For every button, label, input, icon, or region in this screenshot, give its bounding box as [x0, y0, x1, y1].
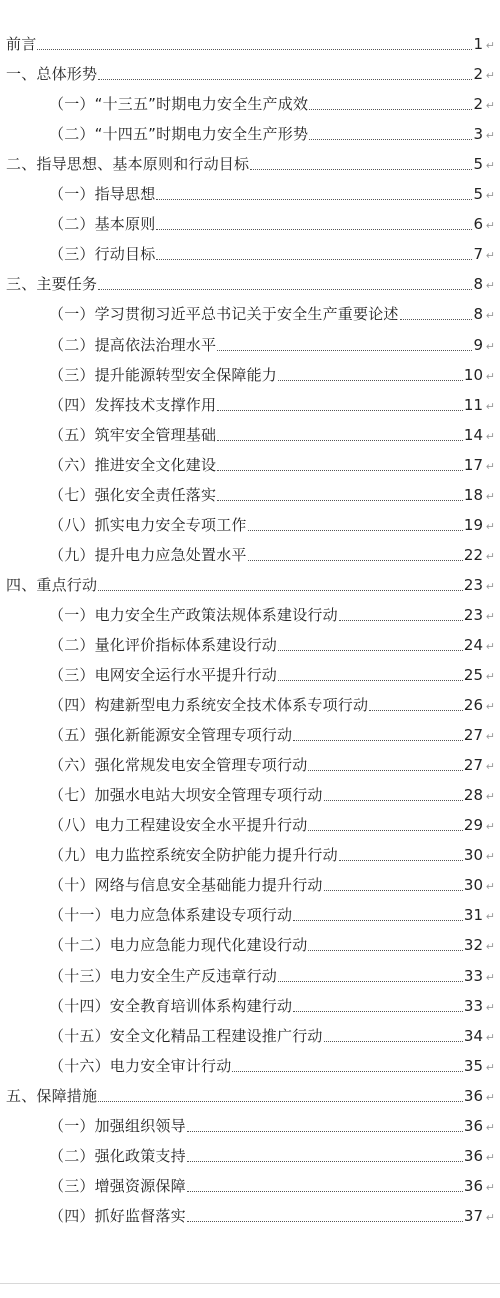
paragraph-mark-icon: ↵ — [485, 970, 495, 984]
dot-leader — [217, 349, 472, 351]
toc-entry-title: （二）量化评价指标体系建设行动 — [49, 635, 278, 654]
toc-section-entry[interactable] — [0, 628, 500, 658]
toc-chapter-entry[interactable] — [0, 57, 500, 87]
toc-entry-page-number: 5 — [473, 155, 483, 174]
paragraph-mark-icon: ↵ — [485, 39, 495, 53]
toc-entry-title: （八）电力工程建设安全水平提升行动 — [49, 816, 308, 835]
toc-entry-title: （四）构建新型电力系统安全技术体系专项行动 — [49, 696, 369, 715]
toc-entry-page-number: 11 — [463, 395, 483, 414]
dot-leader — [308, 769, 463, 771]
dot-leader — [156, 258, 472, 260]
dot-leader — [324, 1040, 463, 1042]
paragraph-mark-icon: ↵ — [485, 850, 495, 864]
toc-section-entry[interactable] — [0, 989, 500, 1019]
dot-leader — [278, 379, 463, 381]
toc-section-entry[interactable] — [0, 237, 500, 267]
toc-entry-page-number: 35 — [463, 1056, 483, 1075]
toc-entry-title: （五）强化新能源安全管理专项行动 — [49, 726, 293, 745]
toc-entry-page-number: 8 — [473, 305, 483, 324]
toc-chapter-entry[interactable] — [0, 1079, 500, 1109]
dot-leader — [308, 949, 463, 951]
toc-entry-title: （六）推进安全文化建设 — [49, 455, 217, 474]
paragraph-mark-icon: ↵ — [485, 700, 495, 714]
toc-entry-title: （十五）安全文化精品工程建设推广行动 — [49, 1026, 323, 1045]
toc-entry-title: （三）增强资源保障 — [49, 1176, 186, 1195]
toc-entry-page-number: 30 — [463, 846, 483, 865]
paragraph-mark-icon: ↵ — [485, 820, 495, 834]
toc-section-entry[interactable] — [0, 1199, 500, 1229]
page-bottom-divider — [0, 1283, 500, 1284]
toc-entry-title: （十二）电力应急能力现代化建设行动 — [49, 936, 308, 955]
dot-leader — [293, 1010, 463, 1012]
paragraph-mark-icon: ↵ — [485, 129, 495, 143]
toc-entry-page-number: 17 — [463, 455, 483, 474]
toc-entry-title: 四、重点行动 — [6, 575, 98, 594]
toc-section-entry[interactable] — [0, 1169, 500, 1199]
toc-entry-title: （二）基本原则 — [49, 215, 156, 234]
dot-leader — [98, 288, 472, 290]
toc-entry-page-number: 37 — [463, 1206, 483, 1225]
toc-entry-page-number: 14 — [463, 425, 483, 444]
paragraph-mark-icon: ↵ — [485, 219, 495, 233]
toc-entry-page-number: 36 — [463, 1086, 483, 1105]
toc-section-entry[interactable] — [0, 87, 500, 117]
dot-leader — [293, 739, 463, 741]
dot-leader — [248, 559, 463, 561]
paragraph-mark-icon: ↵ — [485, 760, 495, 774]
paragraph-mark-icon: ↵ — [485, 99, 495, 113]
paragraph-mark-icon: ↵ — [485, 399, 495, 413]
toc-entry-title: （一）加强组织领导 — [49, 1116, 186, 1135]
paragraph-mark-icon: ↵ — [485, 910, 495, 924]
dot-leader — [309, 138, 472, 140]
toc-entry-page-number: 24 — [463, 635, 483, 654]
paragraph-mark-icon: ↵ — [485, 1000, 495, 1014]
toc-entry-page-number: 36 — [463, 1146, 483, 1165]
table-of-contents — [0, 27, 500, 1229]
paragraph-mark-icon: ↵ — [485, 339, 495, 353]
paragraph-mark-icon: ↵ — [485, 489, 495, 503]
toc-entry-page-number: 5 — [473, 185, 483, 204]
toc-entry-title: （十一）电力应急体系建设专项行动 — [49, 906, 293, 925]
toc-entry-title: （三）提升能源转型安全保障能力 — [49, 365, 278, 384]
paragraph-mark-icon: ↵ — [485, 279, 495, 293]
toc-entry-page-number: 3 — [473, 125, 483, 144]
toc-section-entry[interactable] — [0, 838, 500, 868]
toc-section-entry[interactable] — [0, 418, 500, 448]
toc-entry-title: （三）行动目标 — [49, 245, 156, 264]
dot-leader — [278, 679, 463, 681]
toc-entry-page-number: 23 — [463, 575, 483, 594]
toc-entry-page-number: 27 — [463, 726, 483, 745]
toc-entry-title: （九）电力监控系统安全防护能力提升行动 — [49, 846, 338, 865]
toc-entry-title: （三）电网安全运行水平提升行动 — [49, 666, 278, 685]
toc-entry-page-number: 31 — [463, 906, 483, 925]
paragraph-mark-icon: ↵ — [485, 309, 495, 323]
toc-entry-title: （七）加强水电站大坝安全管理专项行动 — [49, 786, 323, 805]
toc-entry-title: （五）筑牢安全管理基础 — [49, 425, 217, 444]
toc-section-entry[interactable] — [0, 958, 500, 988]
toc-section-entry[interactable] — [0, 1109, 500, 1139]
toc-entry-title: （九）提升电力应急处置水平 — [49, 545, 247, 564]
paragraph-mark-icon: ↵ — [485, 639, 495, 653]
dot-leader — [187, 1220, 463, 1222]
toc-entry-page-number: 10 — [463, 365, 483, 384]
dot-leader — [248, 529, 463, 531]
toc-entry-page-number: 34 — [463, 1026, 483, 1045]
toc-section-entry[interactable] — [0, 1139, 500, 1169]
toc-entry-page-number: 2 — [473, 65, 483, 84]
paragraph-mark-icon: ↵ — [485, 1150, 495, 1164]
toc-entry-title: （六）强化常规发电安全管理专项行动 — [49, 756, 308, 775]
toc-section-entry[interactable] — [0, 748, 500, 778]
toc-entry-title: 前言 — [6, 35, 37, 54]
toc-entry-page-number: 32 — [463, 936, 483, 955]
toc-entry-page-number: 33 — [463, 996, 483, 1015]
paragraph-mark-icon: ↵ — [485, 519, 495, 533]
toc-section-entry[interactable] — [0, 388, 500, 418]
dot-leader — [187, 1190, 463, 1192]
toc-chapter-entry[interactable] — [0, 147, 500, 177]
dot-leader — [156, 228, 472, 230]
toc-section-entry[interactable] — [0, 598, 500, 628]
dot-leader — [324, 889, 463, 891]
dot-leader — [309, 108, 472, 110]
toc-section-entry[interactable] — [0, 898, 500, 928]
dot-leader — [293, 919, 463, 921]
paragraph-mark-icon: ↵ — [485, 670, 495, 684]
paragraph-mark-icon: ↵ — [485, 159, 495, 173]
paragraph-mark-icon: ↵ — [485, 249, 495, 263]
toc-entry-page-number: 19 — [463, 515, 483, 534]
toc-entry-title: （四）抓好监督落实 — [49, 1206, 186, 1225]
dot-leader — [187, 1160, 463, 1162]
toc-entry-page-number: 9 — [473, 335, 483, 354]
dot-leader — [98, 1100, 463, 1102]
paragraph-mark-icon: ↵ — [485, 1030, 495, 1044]
dot-leader — [156, 198, 472, 200]
toc-section-entry[interactable] — [0, 808, 500, 838]
paragraph-mark-icon: ↵ — [485, 579, 495, 593]
paragraph-mark-icon: ↵ — [485, 880, 495, 894]
paragraph-mark-icon: ↵ — [485, 940, 495, 954]
toc-entry-page-number: 8 — [473, 275, 483, 294]
toc-entry-title: （二）“十四五”时期电力安全生产形势 — [49, 125, 309, 144]
dot-leader — [217, 409, 463, 411]
toc-section-entry[interactable] — [0, 508, 500, 538]
toc-entry-title: （十六）电力安全审计行动 — [49, 1056, 232, 1075]
toc-entry-page-number: 36 — [463, 1116, 483, 1135]
paragraph-mark-icon: ↵ — [485, 730, 495, 744]
toc-section-entry[interactable] — [0, 538, 500, 568]
toc-entry-page-number: 22 — [463, 545, 483, 564]
dot-leader — [308, 829, 463, 831]
paragraph-mark-icon: ↵ — [485, 1180, 495, 1194]
toc-section-entry[interactable] — [0, 778, 500, 808]
dot-leader — [187, 1130, 463, 1132]
toc-section-entry[interactable] — [0, 117, 500, 147]
toc-chapter-entry[interactable] — [0, 267, 500, 297]
toc-entry-page-number: 23 — [463, 605, 483, 624]
toc-section-entry[interactable] — [0, 358, 500, 388]
paragraph-mark-icon: ↵ — [485, 1120, 495, 1134]
toc-entry-title: （十三）电力安全生产反违章行动 — [49, 966, 278, 985]
dot-leader — [324, 799, 463, 801]
toc-entry-page-number: 36 — [463, 1176, 483, 1195]
paragraph-mark-icon: ↵ — [485, 790, 495, 804]
toc-section-entry[interactable] — [0, 658, 500, 688]
toc-entry-title: （八）抓实电力安全专项工作 — [49, 515, 247, 534]
paragraph-mark-icon: ↵ — [485, 609, 495, 623]
dot-leader — [278, 980, 463, 982]
toc-entry-page-number: 29 — [463, 816, 483, 835]
toc-entry-title: （十四）安全教育培训体系构建行动 — [49, 996, 293, 1015]
toc-entry-title: 二、指导思想、基本原则和行动目标 — [6, 155, 250, 174]
toc-entry-title: 五、保障措施 — [6, 1086, 98, 1105]
toc-section-entry[interactable] — [0, 688, 500, 718]
toc-entry-title: （一）电力安全生产政策法规体系建设行动 — [49, 605, 338, 624]
dot-leader — [98, 589, 463, 591]
dot-leader — [217, 469, 463, 471]
toc-entry-page-number: 28 — [463, 786, 483, 805]
paragraph-mark-icon: ↵ — [485, 1060, 495, 1074]
toc-entry-title: （二）强化政策支持 — [49, 1146, 186, 1165]
toc-entry-page-number: 33 — [463, 966, 483, 985]
paragraph-mark-icon: ↵ — [485, 1090, 495, 1104]
toc-section-entry[interactable] — [0, 1019, 500, 1049]
dot-leader — [232, 1070, 463, 1072]
toc-entry-page-number: 25 — [463, 666, 483, 685]
dot-leader — [369, 709, 463, 711]
toc-entry-page-number: 27 — [463, 756, 483, 775]
toc-section-entry[interactable] — [0, 177, 500, 207]
toc-entry-page-number: 7 — [473, 245, 483, 264]
toc-entry-title: 一、总体形势 — [6, 65, 98, 84]
dot-leader — [217, 439, 463, 441]
paragraph-mark-icon: ↵ — [485, 369, 495, 383]
paragraph-mark-icon: ↵ — [485, 69, 495, 83]
dot-leader — [339, 859, 463, 861]
toc-section-entry[interactable] — [0, 297, 500, 327]
toc-section-entry[interactable] — [0, 207, 500, 237]
toc-entry-title: （四）发挥技术支撑作用 — [49, 395, 217, 414]
toc-entry-title: （十）网络与信息安全基础能力提升行动 — [49, 876, 323, 895]
toc-entry-page-number: 6 — [473, 215, 483, 234]
paragraph-mark-icon: ↵ — [485, 549, 495, 563]
toc-section-entry[interactable] — [0, 478, 500, 508]
toc-section-entry[interactable] — [0, 1049, 500, 1079]
dot-leader — [250, 168, 472, 170]
toc-section-entry[interactable] — [0, 868, 500, 898]
toc-entry-page-number: 1 — [473, 35, 483, 54]
toc-entry-title: （二）提高依法治理水平 — [49, 335, 217, 354]
dot-leader — [278, 649, 463, 651]
toc-entry-title: （七）强化安全责任落实 — [49, 485, 217, 504]
paragraph-mark-icon: ↵ — [485, 1210, 495, 1224]
paragraph-mark-icon: ↵ — [485, 459, 495, 473]
dot-leader — [400, 318, 473, 320]
toc-chapter-entry[interactable] — [0, 568, 500, 598]
toc-entry-page-number: 2 — [473, 95, 483, 114]
paragraph-mark-icon: ↵ — [485, 189, 495, 203]
toc-entry-page-number: 26 — [463, 696, 483, 715]
toc-entry-title: （一）“十三五”时期电力安全生产成效 — [49, 95, 309, 114]
paragraph-mark-icon: ↵ — [485, 429, 495, 443]
toc-entry-title: 三、主要任务 — [6, 275, 98, 294]
dot-leader — [217, 499, 463, 501]
dot-leader — [37, 48, 472, 50]
dot-leader — [339, 619, 463, 621]
toc-section-entry[interactable] — [0, 327, 500, 357]
toc-section-entry[interactable] — [0, 718, 500, 748]
dot-leader — [98, 78, 472, 80]
toc-entry-title: （一）学习贯彻习近平总书记关于安全生产重要论述 — [49, 305, 399, 324]
toc-entry-page-number: 30 — [463, 876, 483, 895]
toc-section-entry[interactable] — [0, 448, 500, 478]
toc-section-entry[interactable] — [0, 928, 500, 958]
toc-chapter-entry[interactable] — [0, 27, 500, 57]
toc-entry-title: （一）指导思想 — [49, 185, 156, 204]
toc-entry-page-number: 18 — [463, 485, 483, 504]
